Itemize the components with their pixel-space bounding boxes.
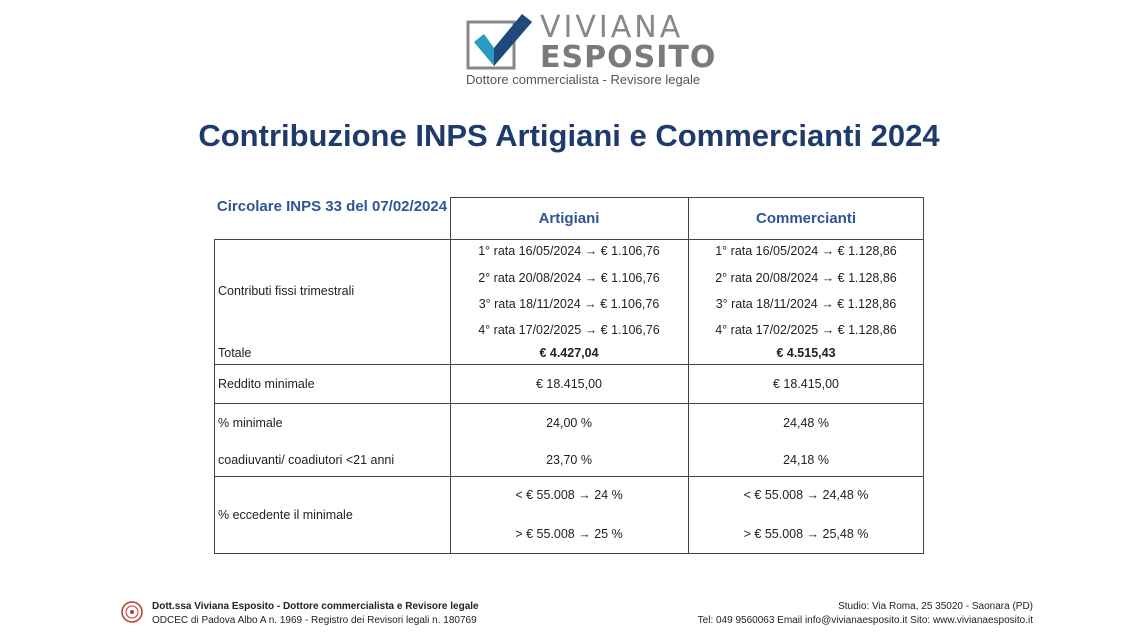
- commercianti-min-income: € 18.415,00: [772, 377, 840, 391]
- footer-contacts: Tel: 049 9560063 Email info@vivianaesposito.it Sito: www.vivianaesposito.it: [697, 615, 1033, 626]
- commercianti-total: € 4.515,43: [776, 346, 836, 360]
- table-border: [214, 364, 924, 365]
- commercianti-installment: 4° rata 17/02/2025 → € 1.128,86: [715, 323, 897, 337]
- artigiani-installment: 3° rata 18/11/2024 → € 1.106,76: [478, 297, 660, 311]
- artigiani-excess: > € 55.008 → 25 %: [515, 527, 623, 541]
- artigiani-excess: < € 55.008 → 24 %: [515, 488, 623, 502]
- col-header-commercianti: Commercianti: [755, 210, 857, 227]
- row-label-helpers: coadiuvanti/ coadiutori <21 anni: [218, 453, 395, 467]
- artigiani-installment: 4° rata 17/02/2025 → € 1.106,76: [478, 323, 660, 337]
- table-border: [450, 197, 924, 198]
- commercianti-excess: > € 55.008 → 25,48 %: [743, 527, 869, 541]
- footer-address: Studio: Via Roma, 25 35020 - Saonara (PD): [838, 601, 1033, 612]
- row-label-pct-min: % minimale: [218, 416, 283, 430]
- table-border: [214, 476, 924, 477]
- circular-reference: Circolare INPS 33 del 07/02/2024: [216, 198, 448, 215]
- commercianti-helpers: 24,18 %: [783, 453, 829, 467]
- row-label-total: Totale: [218, 346, 252, 360]
- logo-name-first: VIVIANA: [540, 10, 684, 45]
- col-header-artigiani: Artigiani: [538, 210, 600, 227]
- logo: [464, 6, 724, 86]
- artigiani-pct-min: 24,00 %: [546, 416, 592, 430]
- row-label-min-income: Reddito minimale: [218, 377, 315, 391]
- commercianti-installment: 1° rata 16/05/2024 → € 1.128,86: [715, 244, 897, 258]
- logo-name-last: ESPOSITO: [540, 40, 717, 75]
- artigiani-min-income: € 18.415,00: [535, 377, 603, 391]
- table-border: [214, 403, 924, 404]
- commercianti-excess: < € 55.008 → 24,48 %: [743, 488, 869, 502]
- artigiani-installment: 1° rata 16/05/2024 → € 1.106,76: [478, 244, 660, 258]
- artigiani-total: € 4.427,04: [539, 346, 599, 360]
- seal-icon: [121, 601, 143, 623]
- commercianti-pct-min: 24,48 %: [783, 416, 829, 430]
- commercianti-installment: 2° rata 20/08/2024 → € 1.128,86: [715, 271, 897, 285]
- table-border: [214, 239, 215, 554]
- checkmark-logo-icon: [464, 8, 536, 70]
- row-label-excess: % eccedente il minimale: [218, 508, 353, 522]
- contributions-table: [214, 197, 924, 554]
- artigiani-installment: 2° rata 20/08/2024 → € 1.106,76: [478, 271, 660, 285]
- logo-subtitle: Dottore commercialista - Revisore legale: [466, 72, 701, 87]
- footer-right: [698, 600, 1033, 628]
- table-border: [214, 553, 924, 554]
- footer-name: Dott.ssa Viviana Esposito - Dottore commercialista e Revisore legale: [152, 601, 479, 612]
- page-title: Contribuzione INPS Artigiani e Commercianti 2024: [198, 118, 940, 153]
- footer-registry: ODCEC di Padova Albo A n. 1969 - Registro dei Revisori legali n. 180769: [152, 615, 477, 626]
- artigiani-helpers: 23,70 %: [546, 453, 592, 467]
- commercianti-installment: 3° rata 18/11/2024 → € 1.128,86: [715, 297, 897, 311]
- row-label-fixed: Contributi fissi trimestrali: [218, 284, 355, 298]
- footer-left: [152, 600, 479, 628]
